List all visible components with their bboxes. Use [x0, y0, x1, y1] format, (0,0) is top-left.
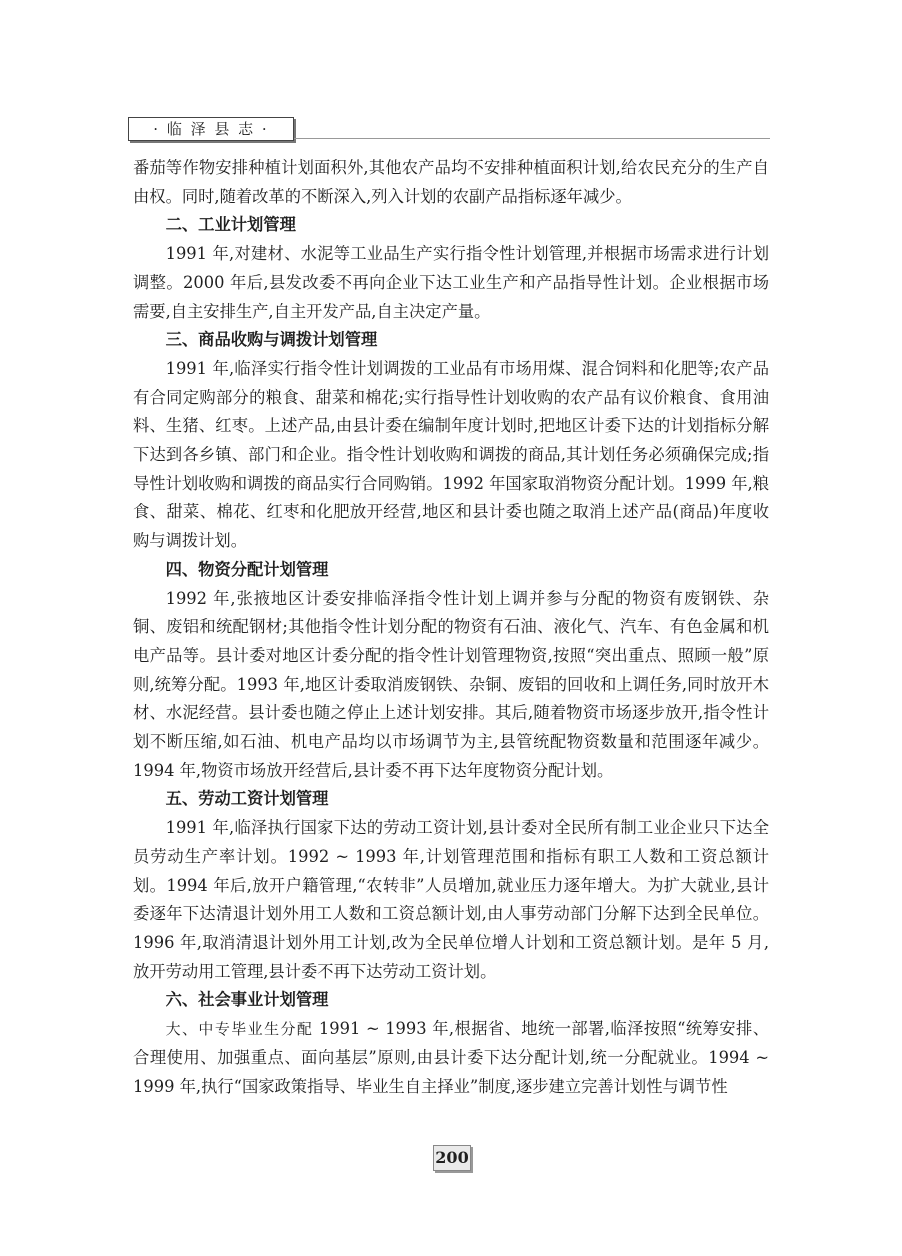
section-heading: 六、社会事业计划管理 — [165, 990, 329, 1010]
page-number: 200 — [433, 1145, 471, 1171]
section-heading: 三、商品收购与调拨计划管理 — [165, 330, 378, 350]
paragraph: 1991 年,临泽执行国家下达的劳动工资计划,县计委对全民所有制工业企业只下达全员劳动生产率计划。1992 ~ 1993 年,计划管理范围和指标有职工人数和工资总额计划。1994 年后,放开户籍管理,“农转非”人员增加,就业压力逐年增大。为扩大就业,县计委逐年下达清退计划外用工人数和工资总额计划,由人事劳动部门分解下达到全民单位。1996 年,取消清退计划外用工计划,改为全民单位增人计划和工资总额计划。是年 5 月,放开劳动用工管理,县计委不再下达劳动工资计划。 — [133, 818, 769, 981]
paragraph-text: 1991 ~ 1993 年,根据省、地统一部署,临泽按照“统筹安排、合理使用、加强重点、面向基层”原则,由县计委下达分配计划,统一分配就业。1994 ~ 1999 年,执行“国家政策指导、毕业生自主择业”制度,逐步建立完善计划性与调节性 — [133, 1019, 769, 1096]
section-heading: 四、物资分配计划管理 — [165, 559, 329, 579]
paragraph: 1992 年,张掖地区计委安排临泽指令性计划上调并参与分配的物资有废钢铁、杂铜、废铝和统配钢材;其他指令性计划分配的物资有石油、液化气、汽车、有色金属和机电产品等。县计委对地区计委分配的指令性计划管理物资,按照“突出重点、照顾一般”原则,统筹分配。1993 年,地区计委取消废钢铁、杂铜、废铝的回收和上调任务,同时放开木材、水泥经营。县计委也随之停止上述计划安排。其后,随着物资市场逐步放开,指令性计划不断压缩,如石油、机电产品均以市场调节为主,县管统配物资数量和范围逐年减少。1994 年,物资市场放开经营后,县计委不再下达年度物资分配计划。 — [133, 588, 769, 780]
paragraph — [133, 1015, 769, 1101]
section-heading: 五、劳动工资计划管理 — [165, 789, 329, 809]
running-header — [128, 117, 770, 141]
section-heading: 二、工业计划管理 — [165, 215, 296, 235]
header-rule — [294, 138, 770, 139]
header-title: · 临 泽 县 志 · — [128, 117, 294, 141]
paragraph: 1991 年,对建材、水泥等工业品生产实行指令性计划管理,并根据市场需求进行计划调整。2000 年后,县发改委不再向企业下达工业生产和产品指导性计划。企业根据市场需要,自主安排生产,自主开发产品,自主决定产量。 — [133, 244, 769, 321]
page-body — [133, 154, 769, 1101]
paragraph-lead: 大、中专毕业生分配 — [165, 1020, 314, 1039]
paragraph: 1991 年,临泽实行指令性计划调拨的工业品有市场用煤、混合饲料和化肥等;农产品有合同定购部分的粮食、甜菜和棉花;实行指导性计划收购的农产品有议价粮食、食用油料、生猪、红枣。上述产品,由县计委在编制年度计划时,把地区计委下达的计划指标分解下达到各乡镇、部门和企业。指令性计划收购和调拨的商品,其计划任务必须确保完成;指导性计划收购和调拨的商品实行合同购销。1992 年国家取消物资分配计划。1999 年,粮食、甜菜、棉花、红枣和化肥放开经营,地区和县计委也随之取消上述产品(商品)年度收购与调拨计划。 — [133, 358, 769, 551]
paragraph: 番茄等作物安排种植计划面积外,其他农产品均不安排种植面积计划,给农民充分的生产自由权。同时,随着改革的不断深入,列入计划的农副产品指标逐年减少。 — [133, 158, 769, 206]
